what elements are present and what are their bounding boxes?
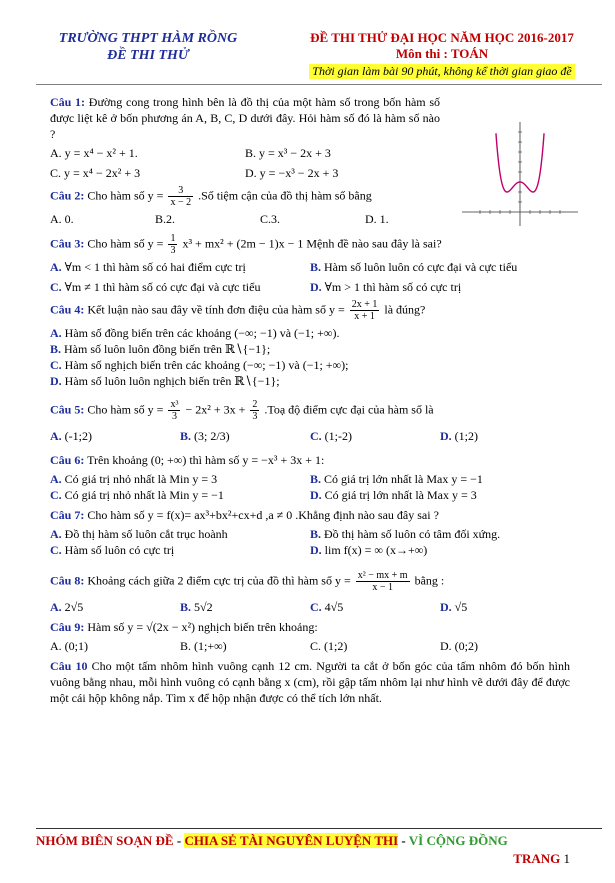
fraction: $\frac{3}{x - 2}$: [170, 185, 192, 208]
q1-option-d[interactable]: D. y = −x³ − 2x + 3: [245, 166, 339, 180]
question-label: Câu 10: [50, 659, 88, 673]
question-label: Câu 8:: [50, 573, 85, 588]
q5-options: [50, 428, 570, 444]
q3-option-a[interactable]: A. ∀m < 1 thì hàm số có hai điểm cực trị: [50, 260, 246, 274]
q9-option-a[interactable]: A. (0;1): [50, 639, 88, 653]
q3-option-d[interactable]: D. ∀m > 1 thì hàm số có cực trị: [310, 280, 462, 294]
q9-option-b[interactable]: B. (1;+∞): [180, 639, 227, 653]
question-5: Câu 5: Cho hàm số y = $\frac{\text{x³}}{3}$ − 2x² + 3x + $\frac{2}{3}$ .Toạ độ điểm cực đại của hàm số là: [50, 399, 434, 422]
q1-option-a[interactable]: A. y = x⁴ − x² + 1.: [50, 146, 138, 160]
q8-options: [50, 599, 570, 615]
q2-option-b[interactable]: B.2.: [155, 212, 176, 226]
question-label: Câu 4:: [50, 302, 85, 317]
q7-option-c[interactable]: C. Hàm số luôn có cực trị: [50, 543, 175, 557]
question-4: Câu 4: Kết luận nào sau đây về tính đơn điệu của hàm số y = $\frac{2x + 1}{x + 1}$ là đúng?: [50, 299, 426, 322]
header-left: [38, 30, 258, 64]
exam-title: ĐỀ THI THỬ ĐẠI HỌC NĂM HỌC 2016-2017: [310, 30, 574, 45]
q6-option-c[interactable]: C. Có giá trị nhỏ nhất là Min y = −1: [50, 488, 224, 502]
fraction: $\frac{1}{3}$: [170, 233, 176, 256]
q3-option-c[interactable]: C. ∀m ≠ 1 thì hàm số có cực đại và cực tiểu: [50, 280, 261, 294]
question-2: Câu 2: Cho hàm số y = $\frac{3}{x - 2}$ .Số tiệm cận của đồ thị hàm số bằng: [50, 185, 372, 208]
q4-option-c[interactable]: C. Hàm số nghịch biến trên các khoảng (−∞; −1) và (−1; +∞);: [50, 358, 349, 372]
q8-option-b[interactable]: B. 5√2: [180, 600, 213, 614]
q3-option-b[interactable]: B. Hàm số luôn luôn có cực đại và cực tiểu: [310, 260, 518, 274]
question-label: Câu 9:: [50, 620, 85, 634]
question-text: Đường cong trong hình bên là đồ thị của một hàm số trong bốn hàm số được liệt kê ở bốn phương án A, B, C, D dưới đây. Hỏi hàm số đó là hàm số nào ?: [50, 95, 440, 141]
footer-group-name: NHÓM BIÊN SOẠN ĐỀ: [36, 833, 174, 848]
q9-option-c[interactable]: C. (1;2): [310, 639, 348, 653]
page-footer: NHÓM BIÊN SOẠN ĐỀ - CHIA SẺ TÀI NGUYÊN LUYỆN THI - VÌ CỘNG ĐỒNG: [36, 828, 602, 849]
question-label: Câu 1:: [50, 95, 86, 109]
q6-options-row-1: [50, 471, 570, 487]
q5-option-b[interactable]: B. (3; 2/3): [180, 429, 230, 443]
q7-option-b[interactable]: B. Đồ thị hàm số luôn có tâm đối xứng.: [310, 527, 501, 541]
question-10: Câu 10 Cho một tấm nhôm hình vuông cạnh 12 cm. Người ta cắt ở bốn góc của tấm nhôm đó bốn hình vuông bằng nhau, mỗi hình vuông có cạnh bằng x (cm), rồi gập tấm nhôm lại như hình vẽ dưới đây để được một cái hộp không nắp. Tìm x để hộp nhận được có thể tích lớn nhất.: [50, 659, 571, 705]
fraction: $\frac{2}{3}$: [252, 399, 258, 422]
q7-options-row-2: [50, 542, 570, 558]
question-8: Câu 8: Khoảng cách giữa 2 điểm cực trị của đồ thì hàm số y = $\frac{\text{x² − mx + m}}{x - 1}$ bằng :: [50, 570, 445, 593]
q6-options-row-2: [50, 487, 570, 503]
q1-option-b[interactable]: B. y = x³ − 2x + 3: [245, 146, 331, 160]
q6-option-a[interactable]: A. Có giá trị nhỏ nhất là Min y = 3: [50, 472, 218, 486]
header-right: [282, 30, 602, 80]
q1-options-row-1: [50, 145, 440, 161]
exam-subject: Môn thi : TOÁN: [395, 46, 489, 61]
q7-options-row-1: [50, 526, 570, 542]
q6-option-d[interactable]: D. Có giá trị lớn nhất là Max y = 3: [310, 488, 477, 502]
question-3: Câu 3: Cho hàm số y = $\frac{1}{3}$ x³ + mx² + (2m − 1)x − 1 Mệnh đề nào sau đây là sai?: [50, 233, 442, 256]
q1-options-row-2: [50, 165, 440, 181]
footer-tagline: CHIA SẺ TÀI NGUYÊN LUYỆN THI: [184, 833, 399, 848]
q2-option-d[interactable]: D. 1.: [365, 212, 389, 226]
q3-options-row-2: [50, 279, 570, 295]
q2-option-c[interactable]: C.3.: [260, 212, 281, 226]
question-label: Câu 2:: [50, 188, 85, 203]
question-label: Câu 6:: [50, 453, 85, 467]
header-divider: [36, 84, 602, 85]
question-label: Câu 5:: [50, 402, 85, 417]
q2-options: [50, 211, 470, 227]
q8-option-d[interactable]: D. √5: [440, 600, 468, 614]
q9-options: [50, 638, 570, 654]
q7-option-a[interactable]: A. Đồ thị hàm số luôn cắt trục hoành: [50, 527, 228, 541]
question-1: [50, 94, 440, 142]
q5-option-d[interactable]: D. (1;2): [440, 429, 478, 443]
footer-community: VÌ CỘNG ĐỒNG: [408, 833, 508, 848]
q5-option-a[interactable]: A. (-1;2): [50, 429, 92, 443]
q6-option-b[interactable]: B. Có giá trị lớn nhất là Max y = −1: [310, 472, 483, 486]
q7-option-d[interactable]: D. lim f(x) = ∞ (x→+∞): [310, 543, 428, 557]
fraction: $\frac{2x + 1}{x + 1}$: [351, 299, 378, 322]
school-name: TRƯỜNG THPT HÀM RỒNG: [58, 31, 238, 46]
page-number: TRANG 1: [513, 851, 570, 866]
fraction: $\frac{\text{x² − mx + m}}{x - 1}$: [357, 570, 408, 593]
question-label: Câu 7:: [50, 508, 85, 522]
question-label: Câu 3:: [50, 236, 85, 251]
q2-option-a[interactable]: A. 0.: [50, 212, 74, 226]
q4-option-a[interactable]: A. Hàm số đồng biến trên các khoảng (−∞; −1) và (−1; +∞).: [50, 326, 340, 340]
q5-option-c[interactable]: C. (1;-2): [310, 429, 352, 443]
q8-option-a[interactable]: A. 2√5: [50, 600, 84, 614]
q9-option-d[interactable]: D. (0;2): [440, 639, 478, 653]
q4-option-b[interactable]: B. Hàm số luôn luôn đồng biến trên ℝ∖{−1};: [50, 342, 271, 356]
question-6: Câu 6: Trên khoảng (0; +∞) thì hàm số y = −x³ + 3x + 1:: [50, 453, 325, 467]
fraction: $\frac{\text{x³}}{3}$: [170, 399, 179, 422]
question-7: Câu 7: Cho hàm số y = f(x)= ax³+bx²+cx+d ,a ≠ 0 .Khẳng định nào sau đây sai ?: [50, 508, 439, 522]
question-list: [50, 94, 570, 709]
exam-time-note: Thời gian làm bài 90 phút, không kể thời gian giao đề: [309, 64, 574, 79]
q8-option-c[interactable]: C. 4√5: [310, 600, 344, 614]
doc-type: ĐỀ THI THỬ: [107, 48, 189, 63]
q1-option-c[interactable]: C. y = x⁴ − 2x² + 3: [50, 166, 141, 180]
q3-options-row-1: [50, 259, 570, 275]
q4-option-d[interactable]: D. Hàm số luôn luôn nghịch biến trên ℝ∖{−1};: [50, 374, 280, 388]
question-9: Câu 9: Hàm số y = √(2x − x²) nghịch biến trên khoảng:: [50, 620, 318, 634]
